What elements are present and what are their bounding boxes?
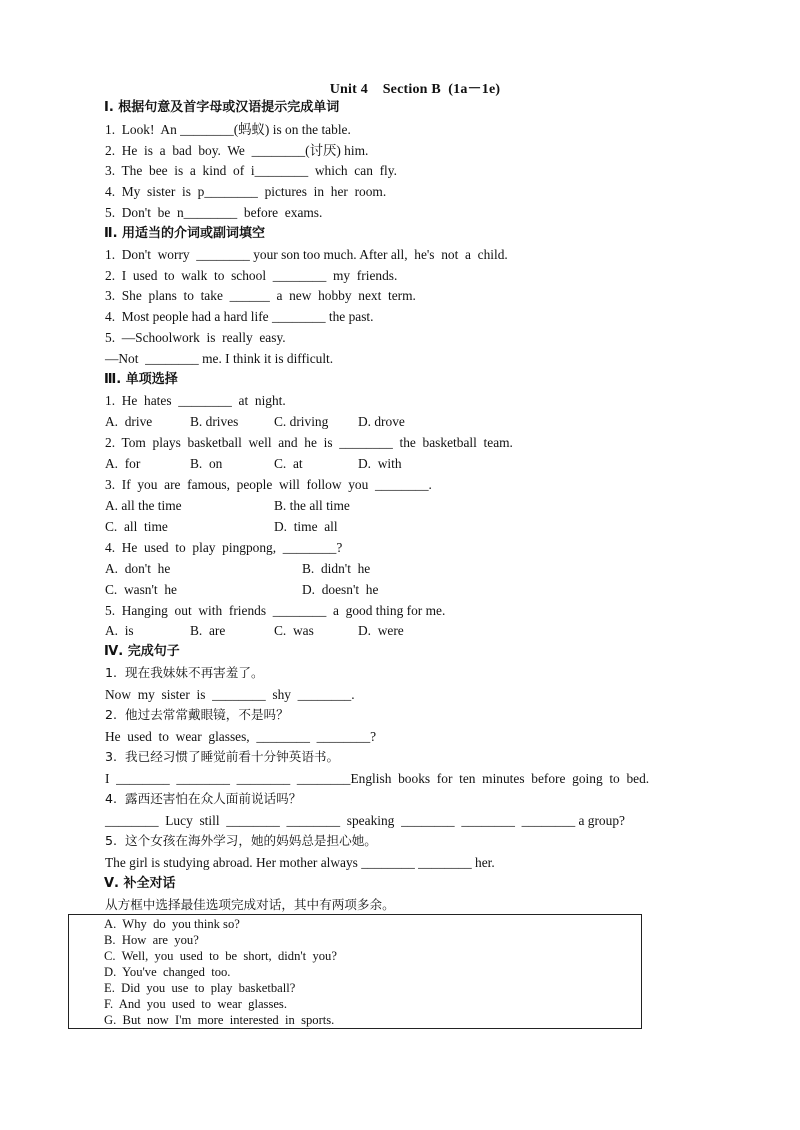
box-option-d: D. You've changed too. — [104, 965, 231, 979]
s3-q2-option-d: D. with — [358, 456, 402, 471]
s4-item-5-answer: The girl is studying abroad. Her mother always ________ ________ her. — [105, 855, 495, 870]
s3-q1-option-a: A. drive — [105, 414, 153, 429]
box-option-a: A. Why do you think so? — [104, 917, 240, 931]
s4-item-5-prompt: 5. 这个女孩在海外学习，她的妈妈总是担心她。 — [105, 833, 377, 848]
s3-q1-option-d: D. drove — [358, 414, 405, 429]
s3-q3-option-a: A. all the time — [105, 498, 182, 513]
s2-item-5: 5. —Schoolwork is really easy. — [105, 330, 286, 345]
s4-item-3-prompt: 3. 我已经习惯了睡觉前看十分钟英语书。 — [105, 749, 340, 764]
s4-item-1-answer: Now my sister is ________ shy ________. — [105, 687, 355, 702]
s1-item-1: 1. Look! An ________(蚂蚁) is on the table. — [105, 122, 351, 137]
s1-item-5: 5. Don't be n________ before exams. — [105, 205, 323, 220]
s2-item-3: 3. She plans to take ______ a new hobby next term. — [105, 288, 416, 303]
box-option-e: E. Did you use to play basketball? — [104, 981, 296, 995]
s3-question-5: 5. Hanging out with friends ________ a good thing for me. — [105, 603, 446, 618]
s3-q3-option-d: D. time all — [274, 519, 338, 534]
s1-item-2: 2. He is a bad boy. We ________(讨厌) him. — [105, 143, 369, 158]
s3-q1-option-c: C. driving — [274, 414, 329, 429]
s4-item-2-prompt: 2. 他过去常常戴眼镜，不是吗？ — [105, 707, 289, 722]
s3-question-1: 1. He hates ________ at night. — [105, 393, 286, 408]
section-3-heading: Ⅲ. 单项选择 — [104, 372, 178, 387]
s1-item-3: 3. The bee is a kind of i________ which can fly. — [105, 163, 397, 178]
s3-q3-option-c: C. all time — [105, 519, 168, 534]
box-option-g: G. But now I'm more interested in sports. — [104, 1013, 335, 1027]
s4-item-2-answer: He used to wear glasses, ________ ________? — [105, 729, 377, 744]
box-option-b: B. How are you? — [104, 933, 199, 947]
s2-item-2: 2. I used to walk to school ________ my friends. — [105, 268, 398, 283]
s3-q3-option-b: B. the all time — [274, 498, 350, 513]
s3-question-3: 3. If you are famous, people will follow you ________. — [105, 477, 432, 492]
section-2-heading: Ⅱ. 用适当的介词或副词填空 — [104, 226, 266, 241]
s3-q4-option-d: D. doesn't he — [302, 582, 379, 597]
s4-item-1-prompt: 1. 现在我妹妹不再害羞了。 — [105, 665, 264, 680]
s5-instruction: 从方框中选择最佳选项完成对话，其中有两项多余。 — [105, 897, 395, 912]
section-1-heading: Ⅰ. 根据句意及首字母或汉语提示完成单词 — [104, 100, 340, 115]
section-5-heading: Ⅴ. 补全对话 — [104, 876, 176, 891]
s3-q5-option-b: B. are — [190, 623, 226, 638]
s3-q5-option-d: D. were — [358, 623, 404, 638]
s3-q5-option-c: C. was — [274, 623, 314, 638]
s4-item-3-answer: I ________ ________ ________ ________English books for ten minutes before going to bed. — [105, 771, 650, 786]
s3-question-4: 4. He used to play pingpong, ________? — [105, 540, 343, 555]
s4-item-4-answer: ________ Lucy still ________ ________ speaking ________ ________ ________ a group? — [105, 813, 625, 828]
section-4-heading: Ⅳ. 完成句子 — [104, 644, 180, 659]
s4-item-4-prompt: 4. 露西还害怕在众人面前说话吗？ — [105, 791, 302, 806]
s3-q2-option-b: B. on — [190, 456, 223, 471]
box-option-f: F. And you used to wear glasses. — [104, 997, 287, 1011]
s3-q2-option-a: A. for — [105, 456, 141, 471]
s2-item-5-reply: —Not ________ me. I think it is difficult. — [105, 351, 334, 366]
s3-q4-option-a: A. don't he — [105, 561, 171, 576]
s3-q4-option-c: C. wasn't he — [105, 582, 177, 597]
s3-question-2: 2. Tom plays basketball well and he is ________ the basketball team. — [105, 435, 513, 450]
box-option-c: C. Well, you used to be short, didn't you? — [104, 949, 337, 963]
s3-q2-option-c: C. at — [274, 456, 303, 471]
page-title: Unit 4 Section B (1a－1e) — [329, 82, 501, 97]
s3-q1-option-b: B. drives — [190, 414, 239, 429]
s2-item-4: 4. Most people had a hard life ________ the past. — [105, 309, 374, 324]
s3-q4-option-b: B. didn't he — [302, 561, 371, 576]
s2-item-1: 1. Don't worry ________ your son too much. After all, he's not a child. — [105, 247, 508, 262]
s1-item-4: 4. My sister is p________ pictures in her room. — [105, 184, 387, 199]
s3-q5-option-a: A. is — [105, 623, 134, 638]
